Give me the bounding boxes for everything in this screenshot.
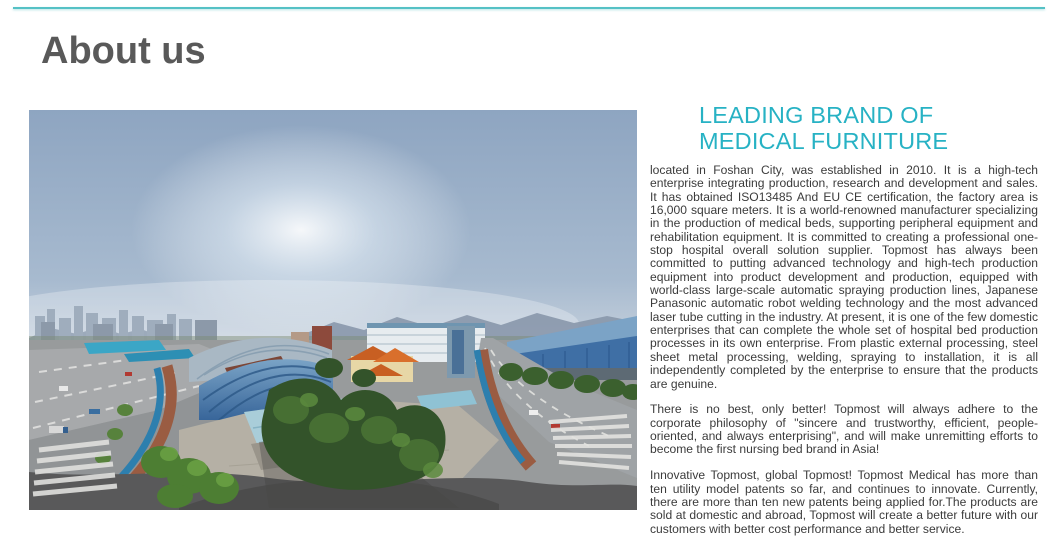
about-paragraph-3: Innovative Topmost, global Topmost! Topmost Medical has more than ten utility model patents so far, and continues to innovate. Currently, there are more than ten new patents being applied for.The products are sold at domestic and abroad, Topmost will create a better future with our customers with better cost performance and better service. — [650, 468, 1038, 536]
about-paragraph-2: There is no best, only better! Topmost will always adhere to the corporate philosophy of "sincere and trustworthy, efficient, people-oriented, and always enterprising", and will make unremitting efforts to become the first nursing bed brand in Asia! — [650, 402, 1038, 457]
about-paragraph-1: located in Foshan City, was established in 2010. It is a high-tech enterprise integrating production, research and development and sales. It has obtained ISO13485 And EU CE certification, the factory area is 16,000 square meters. It is a world-renowned manufacturer specializing in the production of medical beds, supporting peripheral equipment and rehabilitation equipment. It is committed to creating a professional one-stop hospital overall solution supplier. Topmost has always been committed to putting advanced technology and high-tech production equipment into product development and production, equipped with world-class large-scale automatic spraying production lines, Japanese Panasonic automatic robot welding technology and the most advanced laser tube cutting in the industry. At present, it is one of the few domestic enterprises that can complete the whole set of hospital bed production processes in its own enterprise. From plastic external processing, steel sheet metal processing, welding, spraying to installation, it is all independently completed by the enterprise to ensure that the products are genuine. — [650, 163, 1038, 391]
panorama-illustration — [29, 110, 637, 510]
section-heading-line2: MEDICAL FURNITURE — [699, 127, 949, 154]
about-text-column — [650, 103, 1038, 536]
page-title: About us — [41, 30, 206, 72]
section-heading-line1: LEADING BRAND OF — [699, 102, 934, 128]
section-heading — [650, 103, 1038, 154]
factory-panorama-image — [29, 110, 637, 510]
top-divider-rule — [13, 7, 1045, 9]
